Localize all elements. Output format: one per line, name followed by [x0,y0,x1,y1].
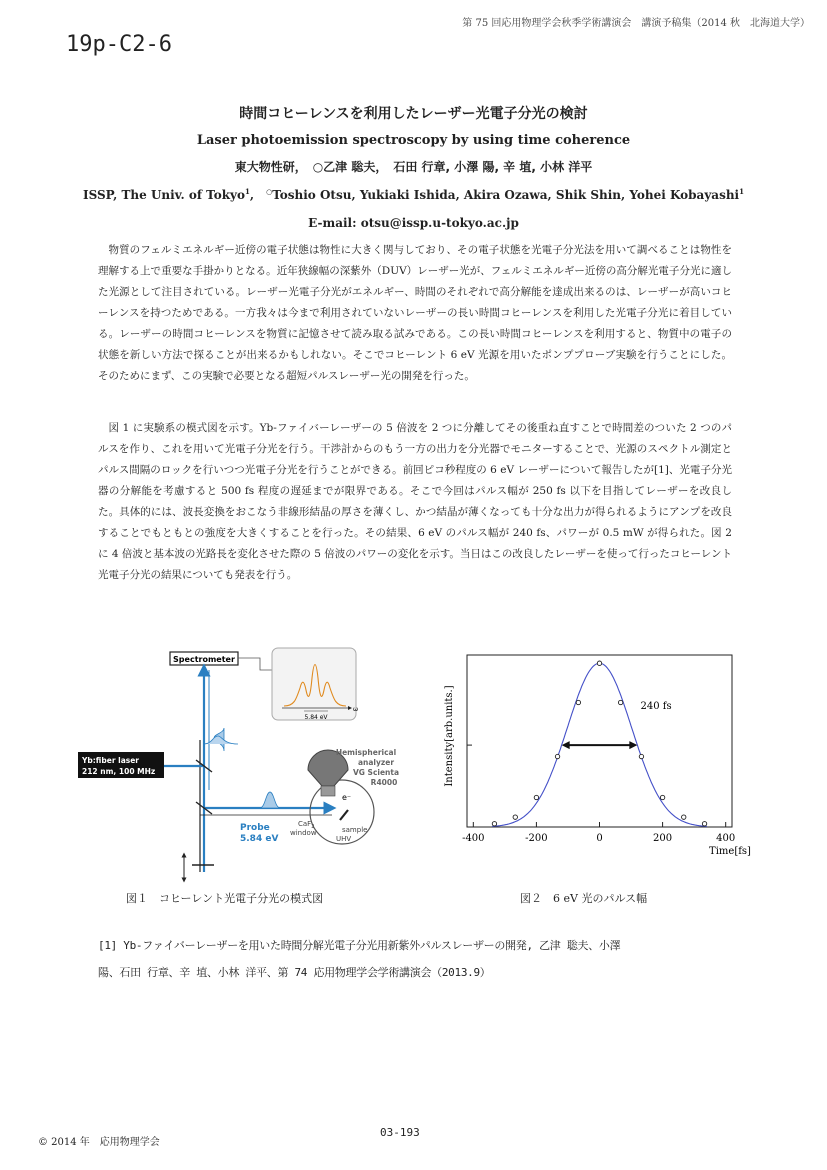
plot-frame [467,655,732,827]
data-point [660,795,664,799]
probe-label-2: 5.84 eV [240,834,279,844]
email: E-mail: otsu@issp.u-tokyo.ac.jp [308,216,519,230]
probe-pulse [260,792,280,808]
title-english: Laser photoemission spectroscopy by using time coherence [196,133,631,148]
fwhm-annotation: 240 fs [640,701,672,713]
data-point [597,661,601,665]
paragraph-intro: 物質のフェルミエネルギー近傍の電子状態は物性に大きく関与しており、その電子状態を光電子分光法を用いて調べることは物性を理解する上で重要な手掛かりとなる。近年狭線幅の深紫外（DUV）レーザー光が、フェルミエネルギー近傍の高分解光電子分光に適した光源として注目されている。レーザー光電子分光がエネルギー、時間のそれぞれで高分解能を達成出来るのは、レーザーが高いコヒーレンスを持つためである。一方我々は今まで利用されていないレーザーの長い時間コヒーレンスを利用した光電子分光に着目している。レーザーの時間コヒーレンスを物質に記憶させて読み取る試みである。この長い時間コヒーレンスを利用すると、物質中の電子の状態を新しい方法で探ることが出来るかもしれない。そこでコヒーレント 6 eV 光源を用いたポンププローブ実験を行うことにした。そのためにまず、この実験で必要となる超短パルスレーザー光の開発を行った。 [98,244,732,382]
conference-header: 第 75 回応用物理学会秋季学術講演会 講演予稿集（2014 秋 北海道大学） [462,18,810,29]
data-points [492,661,707,826]
figure-1-caption: 図１ コヒーレント光電子分光の模式図 [126,892,324,905]
probe-label-1: Probe [240,823,270,833]
analyzer-label-4: R4000 [370,778,398,787]
figure-2-chart [440,650,770,875]
inset-axis-label: ω [353,706,359,713]
data-point [639,754,643,758]
authors-english: ISSP, The Univ. of Tokyo$^1$, ○Toshio Otsu, Yukiaki Ishida, Akira Ozawa, Shik Shin, Yohei Kobayashi$^1$ [82,187,744,202]
data-point [555,754,559,758]
x-tick-label: 400 [716,833,736,844]
reference-line-1: [1] Yb-ファイバーレーザーを用いた時間分解光電子分光用新紫外パルスレーザーの開発, 乙津 聡夫、小澤 [98,939,621,952]
data-point [702,822,706,826]
y-axis-label: Intensity[arb.units.] [444,685,455,787]
analyzer-label-3: VG Scienta [352,768,400,777]
title-japanese: 時間コヒーレンスを利用したレーザー光電子分光の検討 [239,106,588,122]
x-tick-label: 0 [596,833,603,844]
electron-label: e⁻ [342,793,352,802]
data-point [534,795,538,799]
figure-1-schematic [72,640,412,885]
author-names: Toshio Otsu, Yukiaki Ishida, Akira Ozawa, Shik Shin, Yohei Kobayashi [272,188,740,202]
copyright: © 2014 年 応用物理学会 [38,1137,160,1148]
x-tick-label: -200 [525,833,548,844]
data-point [492,822,496,826]
reference-line-2: 陽、石田 行章、辛 埴、小林 洋平、第 74 応用物理学会学術講演会（2013.9） [98,966,491,979]
x-axis-label: Time[fs] [709,846,751,857]
reference-1 [98,932,738,986]
sample-label: sample [342,826,368,834]
authors-japanese: 東大物性研， ○乙津 聡夫， 石田 行章, 小澤 陽, 辛 埴, 小林 洋平 [234,160,593,174]
inset-energy-label: 5.84 eV [304,714,328,721]
affiliation: ISSP, The Univ. of Tokyo [82,188,246,202]
spectrum-inset [272,648,359,720]
data-point [682,815,686,819]
figure-2-caption: 図２ 6 eV 光のパルス幅 [520,892,648,905]
analyzer-label-1: Hemispherical [335,748,397,757]
uhv-label: UHV [336,835,352,843]
x-tick-label: -400 [462,833,485,844]
x-tick-label: 200 [653,833,673,844]
window-label: window [290,829,317,837]
data-point [576,700,580,704]
page-number: 03-193 [380,1126,420,1139]
spectrometer-label: Spectrometer [173,655,235,664]
data-point [618,700,622,704]
laser-label-2: 212 nm, 100 MHz [82,767,156,776]
paper-code: 19p-C2-6 [66,32,172,57]
caf2-label: CaF$_2$ [298,820,315,830]
laser-label-1: Yb:fiber laser [82,756,140,765]
data-point [513,815,517,819]
analyzer-label-2: analyzer [357,758,395,767]
paragraph-experiment: 図 1 に実験系の模式図を示す。Yb-ファイバーレーザーの 5 倍波を 2 つに分離してその後重ね直すことで時間差のついた 2 つのパルスを作り、これを用いて光電子分光を行う。干渉計からのもう一方の出力を分光器でモニターすることで、光源のスペクトル測定とパルス間隔のロックを行いつつ光電子分光を行うことができる。前回ピコ秒程度の 6 eV レーザーについて報告したが[1]、光電子分光器の分解能を考慮すると 500 fs 程度の遅延までが限界である。そこで今回はパルス幅が 250 fs 以下を目指してレーザーを改良した。具体的には、波長変換をおこなう非線形結晶の厚さを薄くし、かつ結晶が薄くなっても十分な出力が得られるようにアンプを改良することでもともとの強度を大きくすることを行った。その結果、6 eV のパルス幅が 240 fs、パワーが 0.5 mW が得られた。図 2 に 4 倍波と基本波の光路長を変化させた際の 5 倍波のパワーの変化を示す。当日はこの改良したレーザーを使って行ったコヒーレント光電子分光の結果についても発表を行う。 [98,422,732,581]
